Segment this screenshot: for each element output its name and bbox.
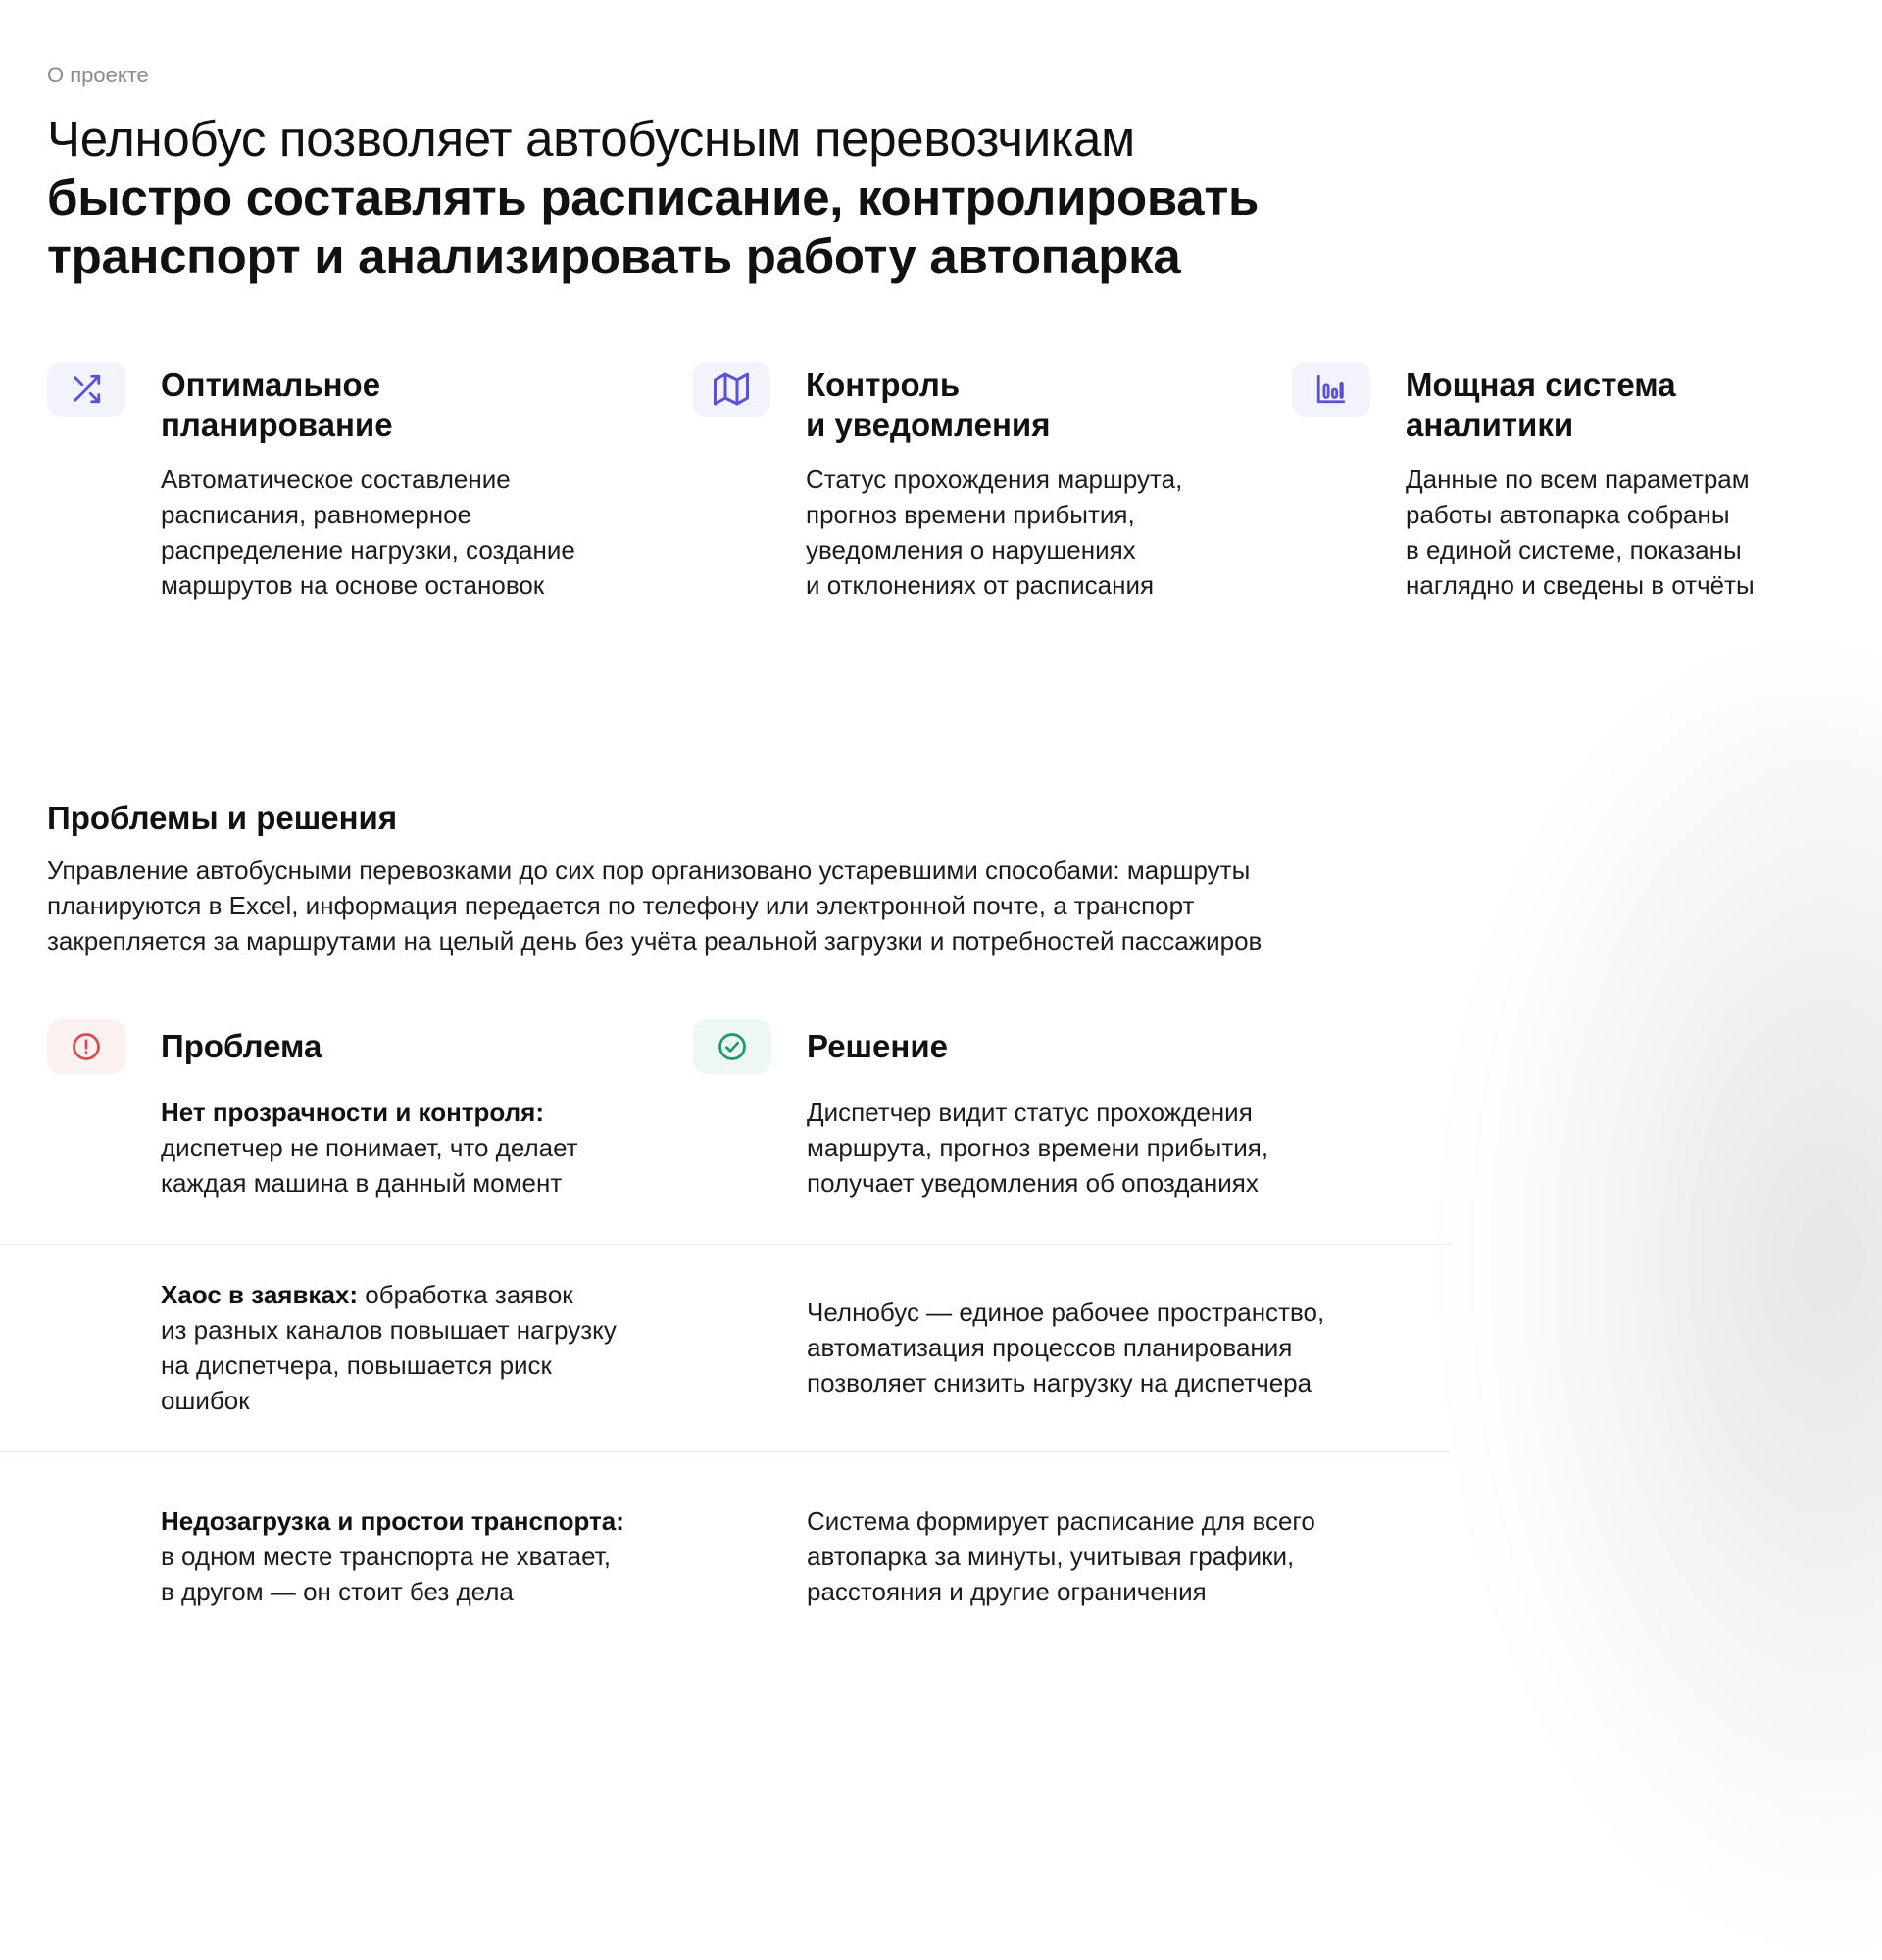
solution-line: Система формирует расписание для всего (807, 1506, 1315, 1536)
solution-column-heading: Решение (807, 1028, 948, 1064)
feature-title (161, 365, 572, 445)
feature-text-line: и отклонениях от расписания (806, 570, 1155, 600)
section-intro-line: планируются в Excel, информация передается по телефону или электронной почте, а транспорт (47, 891, 1195, 920)
problem-bold-label: Недозагрузка и простои транспорта: (161, 1506, 624, 1536)
problem-line: диспетчер не понимает, что делает (161, 1133, 578, 1162)
feature-icon-tile (47, 362, 125, 416)
feature-text-line: в единой системе, показаны (1406, 535, 1742, 564)
hero-line-3: транспорт и анализировать работу автопарка (47, 228, 1181, 284)
problem-bold-label: Нет прозрачности и контроля: (161, 1098, 544, 1127)
solution-line: маршрута, прогноз времени прибытия, (807, 1133, 1269, 1162)
feature-title-line: аналитики (1406, 407, 1574, 443)
feature-text-line: работы автопарка собраны (1406, 500, 1730, 529)
solution-line: позволяет снизить нагрузку на диспетчера (807, 1368, 1312, 1397)
problem-bold-label: Хаос в заявках: (161, 1280, 359, 1309)
solution-line: автоматизация процессов планирования (807, 1333, 1293, 1362)
problem-cell (161, 1503, 710, 1609)
feature-text-line: уведомления о нарушениях (806, 535, 1136, 564)
feature-text-line: прогноз времени прибытия, (806, 500, 1135, 529)
problem-line: на диспетчера, повышается риск (161, 1350, 552, 1380)
feature-text-line: Автоматическое составление (161, 465, 511, 494)
solution-line: автопарка за минуты, учитывая графики, (807, 1542, 1295, 1571)
feature-title-line: и уведомления (806, 407, 1051, 443)
shuffle-icon (70, 372, 103, 406)
problem-column-heading: Проблема (161, 1028, 322, 1064)
section-intro (47, 853, 1400, 958)
feature-text (806, 462, 1257, 603)
eyebrow-label: О проекте (47, 63, 149, 87)
hero-line-1: Челнобус позволяет автобусным перевозчикам (47, 111, 1135, 167)
problem-cell (161, 1095, 710, 1200)
feature-title (806, 365, 1217, 445)
map-icon (714, 371, 749, 407)
feature-title-line: планирование (161, 407, 393, 443)
hero-heading (47, 110, 1321, 286)
solution-line: Челнобус — единое рабочее пространство, (807, 1298, 1325, 1327)
solution-icon-tile (693, 1019, 771, 1074)
problem-line: из разных каналов повышает нагрузку (161, 1315, 617, 1345)
problem-line: каждая машина в данный момент (161, 1168, 563, 1198)
feature-text (1406, 462, 1857, 603)
problem-line: в одном месте транспорта не хватает, (161, 1542, 611, 1571)
feature-icon-tile (1292, 362, 1370, 416)
solution-cell (807, 1095, 1356, 1200)
bar-chart-icon (1314, 372, 1348, 406)
section-intro-line: закрепляется за маршрутами на целый день без учёта реальной загрузки и потребностей пассажиров (47, 926, 1263, 956)
feature-text-line: расписания, равномерное (161, 500, 472, 529)
feature-text (161, 462, 612, 603)
feature-text-line: распределение нагрузки, создание (161, 535, 575, 564)
solution-line: получает уведомления об опозданиях (807, 1168, 1259, 1198)
background-blob (1451, 686, 1882, 1960)
alert-circle-icon (72, 1032, 101, 1061)
row-divider (0, 1244, 1451, 1245)
problem-icon-tile (47, 1019, 125, 1074)
section-title: Проблемы и решения (47, 800, 398, 836)
feature-title-line: Контроль (806, 367, 961, 403)
feature-title-line: Мощная система (1406, 367, 1676, 403)
problem-line: ошибок (161, 1386, 250, 1415)
solution-cell (807, 1295, 1356, 1400)
feature-text-line: Данные по всем параметрам (1406, 465, 1750, 494)
feature-icon-tile (692, 362, 770, 416)
section-intro-line: Управление автобусными перевозками до сих пор организовано устаревшими способами: маршруты (47, 856, 1251, 885)
feature-text-line: Статус прохождения маршрута, (806, 465, 1183, 494)
problem-line: обработка заявок (358, 1280, 573, 1309)
feature-title (1406, 365, 1817, 445)
problem-line: в другом — он стоит без дела (161, 1577, 514, 1606)
hero-line-2: быстро составлять расписание, контролировать (47, 170, 1260, 225)
solution-line: расстояния и другие ограничения (807, 1577, 1207, 1606)
feature-title-line: Оптимальное (161, 367, 381, 403)
check-circle-icon (718, 1032, 747, 1061)
row-divider (0, 1451, 1451, 1452)
solution-cell (807, 1503, 1356, 1609)
feature-text-line: наглядно и сведены в отчёты (1406, 570, 1755, 600)
feature-text-line: маршрутов на основе остановок (161, 570, 545, 600)
problem-cell (161, 1277, 710, 1418)
solution-line: Диспетчер видит статус прохождения (807, 1098, 1253, 1127)
